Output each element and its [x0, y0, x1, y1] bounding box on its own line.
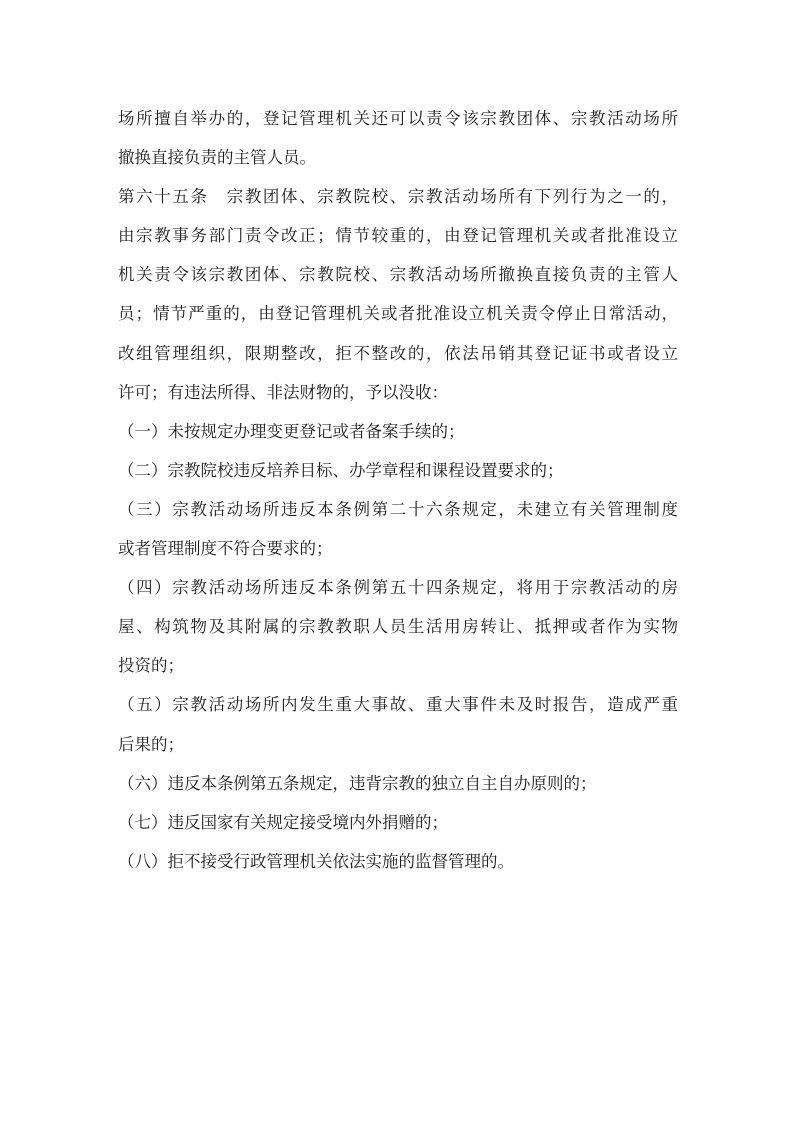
list-item: （五）宗教活动场所内发生重大事故、重大事件未及时报告，造成严重	[118, 695, 678, 715]
list-item-continuation: 或者管理制度不符合要求的；	[118, 539, 333, 559]
text-line: 许可；有违法所得、非法财物的，予以没收：	[118, 382, 448, 402]
article-heading-line: 第六十五条 宗教团体、宗教院校、宗教活动场所有下列行为之一的，	[118, 187, 678, 207]
body-text	[118, 99, 678, 881]
list-item-continuation: 屋、构筑物及其附属的宗教教职人员生活用房转让、抵押或者作为实物	[118, 617, 678, 637]
list-item-continuation: 投资的；	[118, 656, 184, 676]
list-item: （八）拒不接受行政管理机关依法实施的监督管理的。	[118, 851, 514, 871]
list-item: （二）宗教院校违反培养目标、办学章程和课程设置要求的；	[118, 460, 564, 480]
text-line: 撤换直接负责的主管人员。	[118, 148, 316, 168]
text-line: 员；情节严重的，由登记管理机关或者批准设立机关责令停止日常活动，	[118, 304, 678, 324]
text-line: 机关责令该宗教团体、宗教院校、宗教活动场所撤换直接负责的主管人	[118, 265, 678, 285]
text-line: 场所擅自举办的，登记管理机关还可以责令该宗教团体、宗教活动场所	[118, 109, 678, 128]
list-item-continuation: 后果的；	[118, 734, 184, 754]
text-line: 由宗教事务部门责令改正；情节较重的，由登记管理机关或者批准设立	[118, 226, 678, 246]
list-item: （七）违反国家有关规定接受境内外捐赠的；	[118, 812, 448, 832]
list-item: （三）宗教活动场所违反本条例第二十六条规定，未建立有关管理制度	[118, 499, 678, 519]
list-item: （四）宗教活动场所违反本条例第五十四条规定，将用于宗教活动的房	[118, 578, 678, 598]
text-line: 改组管理组织，限期整改，拒不整改的，依法吊销其登记证书或者设立	[118, 343, 678, 363]
list-item: （六）违反本条例第五条规定，违背宗教的独立自主自办原则的；	[118, 773, 597, 793]
list-item: （一）未按规定办理变更登记或者备案手续的；	[118, 421, 465, 441]
